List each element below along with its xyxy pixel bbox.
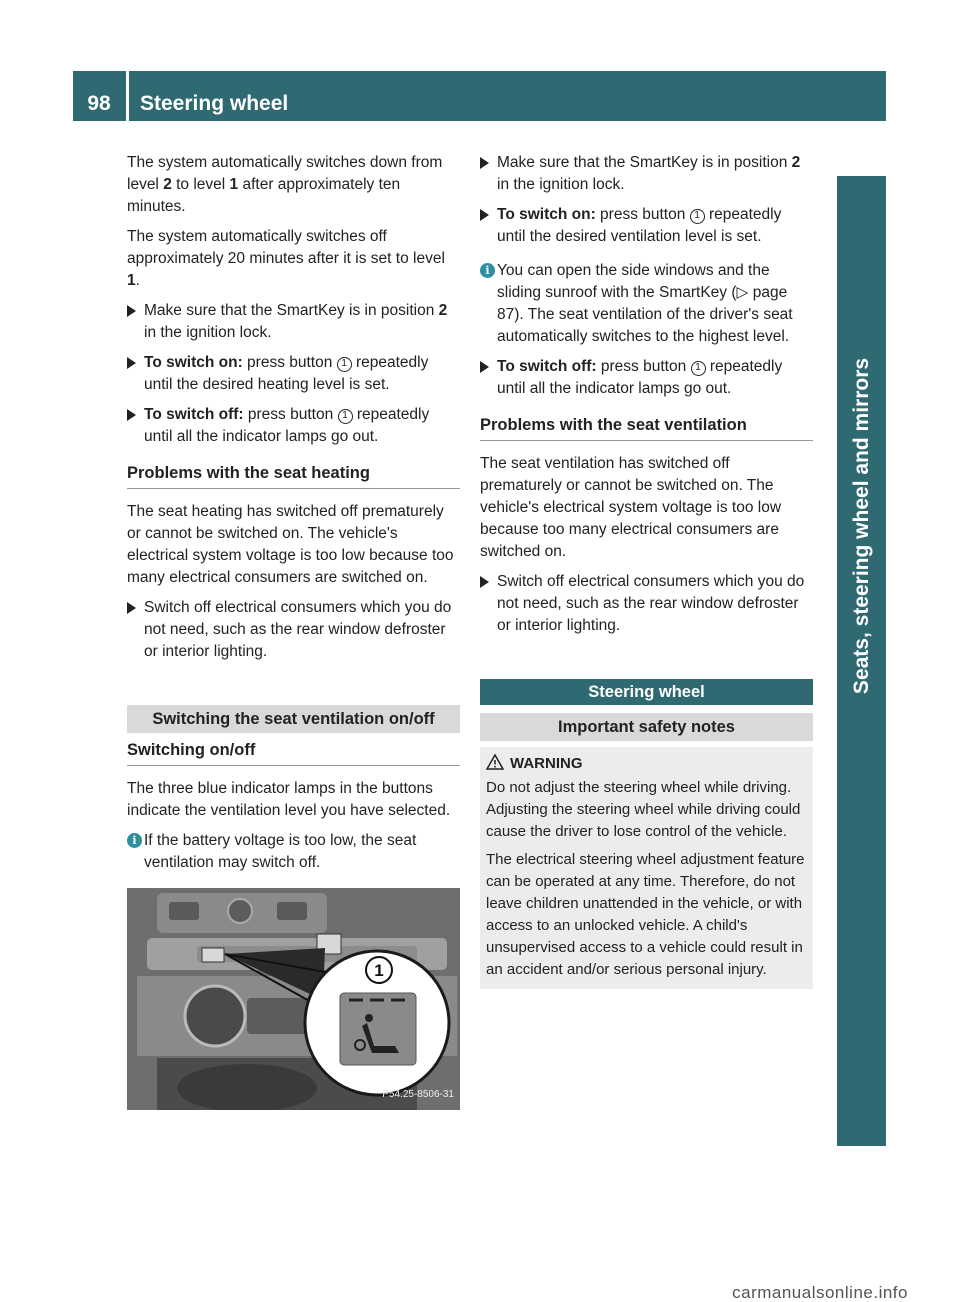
side-tab-square [837,176,886,226]
watermark: carmanualsonline.info [732,1283,908,1302]
banner-safety-notes: Important safety notes [480,713,813,741]
step-switch-off-consumers-right: Switch off electrical consumers which you do not need, such as the rear window defroster or interior lighting. [480,571,813,637]
callout-number-icon: 1 [691,361,706,376]
side-tab-text: Seats, steering wheel and mirrors [849,357,873,695]
banner-steering-wheel: Steering wheel [480,679,813,705]
warning-paragraph-1: Do not adjust the steering wheel while driving. Adjusting the steering wheel while driving could cause the driver to lose control of the vehicle. [486,779,801,840]
dashboard-illustration [127,888,460,1110]
page-title: Steering wheel [140,92,289,115]
page-number: 98 [87,92,111,115]
paragraph-indicator-lamps: The three blue indicator lamps in the buttons indicate the ventilation level you have selected. [127,780,451,819]
step-arrow-icon [127,305,136,317]
side-tab-label [837,226,886,826]
banner-seat-ventilation: Switching the seat ventilation on/off [127,705,460,733]
warning-paragraph-2: The electrical steering wheel adjustment feature can be operated at any time. Therefore, do not leave children unattended in the vehicle, or with access to an unlocked vehicle. A child's unsupervised access to a vehicle could result in an accident and/or serious personal injury. [486,851,805,978]
step-smartkey-right: Make sure that the SmartKey is in position 2 in the ignition lock. [480,152,813,196]
callout-number-icon: 1 [338,409,353,424]
paragraph-problems-heating: The seat heating has switched off prematurely or cannot be switched on. The vehicle's electrical system voltage is too low because too many electrical consumers are switched on. [127,503,454,586]
seat-ventilation-photo [127,888,460,1110]
step-arrow-icon [480,157,489,169]
step-arrow-icon [127,602,136,614]
photo-caption: P54.25-8506-31 [382,1089,454,1100]
step-arrow-icon [480,209,489,221]
step-arrow-icon [127,357,136,369]
paragraph-auto-off: The system automatically switches off approximately 20 minutes after it is set to level 1. [127,228,445,289]
step-switch-on-right: To switch on: press button 1 repeatedly until the desired ventilation level is set. [480,204,813,248]
step-switch-off: To switch off: press button 1 repeatedly until all the indicator lamps go out. [127,404,460,448]
info-icon: i [127,833,142,848]
callout-number-icon: 1 [337,357,352,372]
warning-triangle-icon [486,754,504,770]
info-battery: i If the battery voltage is too low, the seat ventilation may switch off. [127,830,460,874]
header-divider [126,71,129,121]
info-smartkey: i You can open the side windows and the sliding sunroof with the SmartKey (▷ page 87). The seat ventilation of the driver's seat automatically switches to the highest level. [480,260,813,348]
warning-box [480,747,813,989]
heading-problems-heating: Problems with the seat heating [127,462,460,489]
info-icon: i [480,263,495,278]
step-switch-on: To switch on: press button 1 repeatedly until the desired heating level is set. [127,352,460,396]
step-smartkey: Make sure that the SmartKey is in position 2 in the ignition lock. [127,300,460,344]
photo-callout: 1 [374,961,384,980]
step-switch-off-right: To switch off: press button 1 repeatedly until all the indicator lamps go out. [480,356,813,400]
step-arrow-icon [127,409,136,421]
page-ref-arrow-icon: ▷ [736,284,749,301]
callout-number-icon: 1 [690,209,705,224]
step-switch-off-consumers: Switch off electrical consumers which you do not need, such as the rear window defroster or interior lighting. [127,597,460,663]
heading-switching-on-off: Switching on/off [127,739,460,766]
heading-problems-ventilation: Problems with the seat ventilation [480,414,813,441]
step-arrow-icon [480,576,489,588]
paragraph-problems-ventilation: The seat ventilation has switched off prematurely or cannot be switched on. The vehicle's electrical system voltage is too low because too many electrical consumers are switched on. [480,455,782,560]
warning-title: WARNING [486,753,807,775]
left-column [127,152,460,1110]
side-tab-notch [837,126,886,176]
step-arrow-icon [480,361,489,373]
right-column [480,152,813,989]
paragraph-auto-down: The system automatically switches down from level 2 to level 1 after approximately ten minutes. [127,154,443,215]
